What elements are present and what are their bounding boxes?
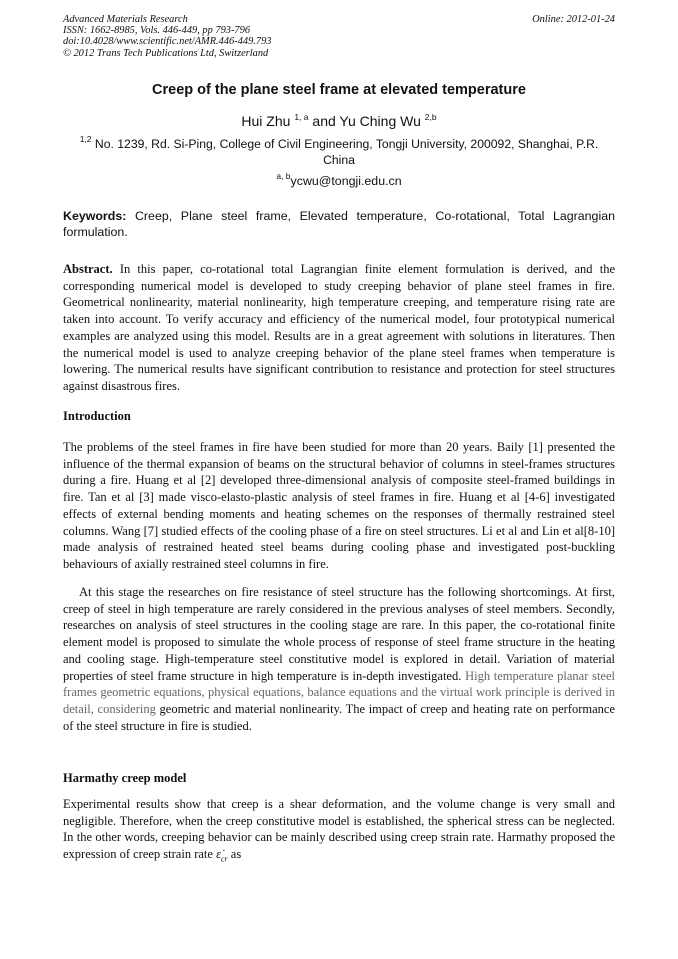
journal-name: Advanced Materials Research [63,14,188,25]
creep-symbol-subscript: cr [221,854,228,864]
abstract [63,261,615,395]
doi: doi:10.4028/www.scientific.net/AMR.446-449.793 [63,36,272,48]
email-address[interactable]: ycwu@tongji.edu.cn [290,174,402,188]
author-2-affiliation-mark: 2,b [424,112,437,122]
author-1-affiliation-mark: 1, a [294,112,309,122]
harmathy-text: Experimental results show that creep is a shear deformation, and the volume change is very small and negligible. Therefore, when the creep constitutive model is established, the spherical stress can be neglected. In the other words, creeping behavior can be mainly described using creep strain rate. Harmathy proposed the expression of creep strain rate [63,797,615,862]
email-line [0,171,678,188]
paper-title: Creep of the plane steel frame at elevated temperature [152,82,526,98]
keywords-label: Keywords: [63,209,127,223]
intro-p2-text-b: geometric and material nonlinearity. The impact of creep and heating rate on performance of the steel structure in fire is studied. [63,701,615,733]
introduction-paragraph-2 [63,584,615,734]
copyright: © 2012 Trans Tech Publications Ltd, Switzerland [63,47,269,59]
intro-p2-grey-text: High temperature planar steel frames geometric equations, physical equations, balance equations and the virtual work principle is derived in detail, considering [63,668,615,716]
creep-strain-rate-symbol [216,847,228,864]
intro-p2-text-a: At this stage the researches on fire resistance of steel structure has the following shortcomings. At first, creep of steel in high temperature are rarely considered in the previous analyses of steel members. Secondly, researches on analysis of steel structures in the cooling stage are rare. In this paper, the co-rotational finite element model is proposed to simulate the whole process of response of steel frame structure in the heating and cooling stage. High-temperature steel constitutive model is explored in detail. Variation of material properties of steel frame structure in high temperature is in-depth investigated. [63,585,615,683]
harmathy-paragraph [63,796,615,868]
affiliation [63,134,615,168]
online-date: Online: 2012-01-24 [532,14,615,25]
abstract-text: In this paper, co-rotational total Lagrangian finite element formulation is derived, and the corresponding numerical model is developed to study creeping behavior of plane steel frames in fire. Geometrical nonlinearity, material nonlinearity, high temperature creeping, and temperature rising rate are taken into account. To verify accuracy and efficiency of the numerical model, four prototypical numerical examples are analyzed using this model. Results are in a great agreement with solutions in literatures. Then the numerical model is used to analyze creeping behavior of the plane steel frames when temperature is lowering. The numerical results have significant contribution to resistance and protection for steel structures against disastrous fires. [63,262,615,393]
introduction-heading: Introduction [63,409,131,423]
author-1: Hui Zhu [241,113,291,129]
introduction-paragraph-1: The problems of the steel frames in fire have been studied for more than 20 years. Baily [1] presented the influence of the thermal expansion of beams on the structural behavior of columns in steel-frames structures during a fire. Huang et al [2] developed three-dimensional analysis of composite steel-framed buildings in fire. Tan et al [3] made visco-elasto-plastic analysis of steel frames in fire. Huang et al [4-6] investigated effects of external bending moments and heating schemes on the responses of thermally restrained steel columns. Wang [7] studied effects of the cooling phase of a fire on steel structures. Li et al and Lin et al[8-10] made analysis of restrained heated steel beams during cooling phase and investigated post-buckling behaviours of axially restrained steel columns in fire. [63,440,615,571]
abstract-label: Abstract. [63,262,113,276]
email-mark: a, b [276,171,291,181]
author-conjunction: and [308,113,340,129]
running-header [63,14,615,59]
issn: ISSN: 1662-8985, Vols. 446-449, pp 793-796 [63,25,251,37]
creep-symbol-base: ε̇ [216,847,221,862]
harmathy-heading: Harmathy creep model [63,771,187,785]
keywords [63,209,615,240]
keywords-text: Creep, Plane steel frame, Elevated temperature, Co-rotational, Total Lagrangian formulation. [63,209,615,239]
affiliation-text: No. 1239, Rd. Si-Ping, College of Civil Engineering, Tongji University, 200092, Shanghai, P.R. China [91,137,599,167]
affiliation-mark: 1,2 [79,134,92,144]
harmathy-tail: as [227,847,242,862]
author-2: Yu Ching Wu [339,113,421,129]
author-line [0,113,678,129]
